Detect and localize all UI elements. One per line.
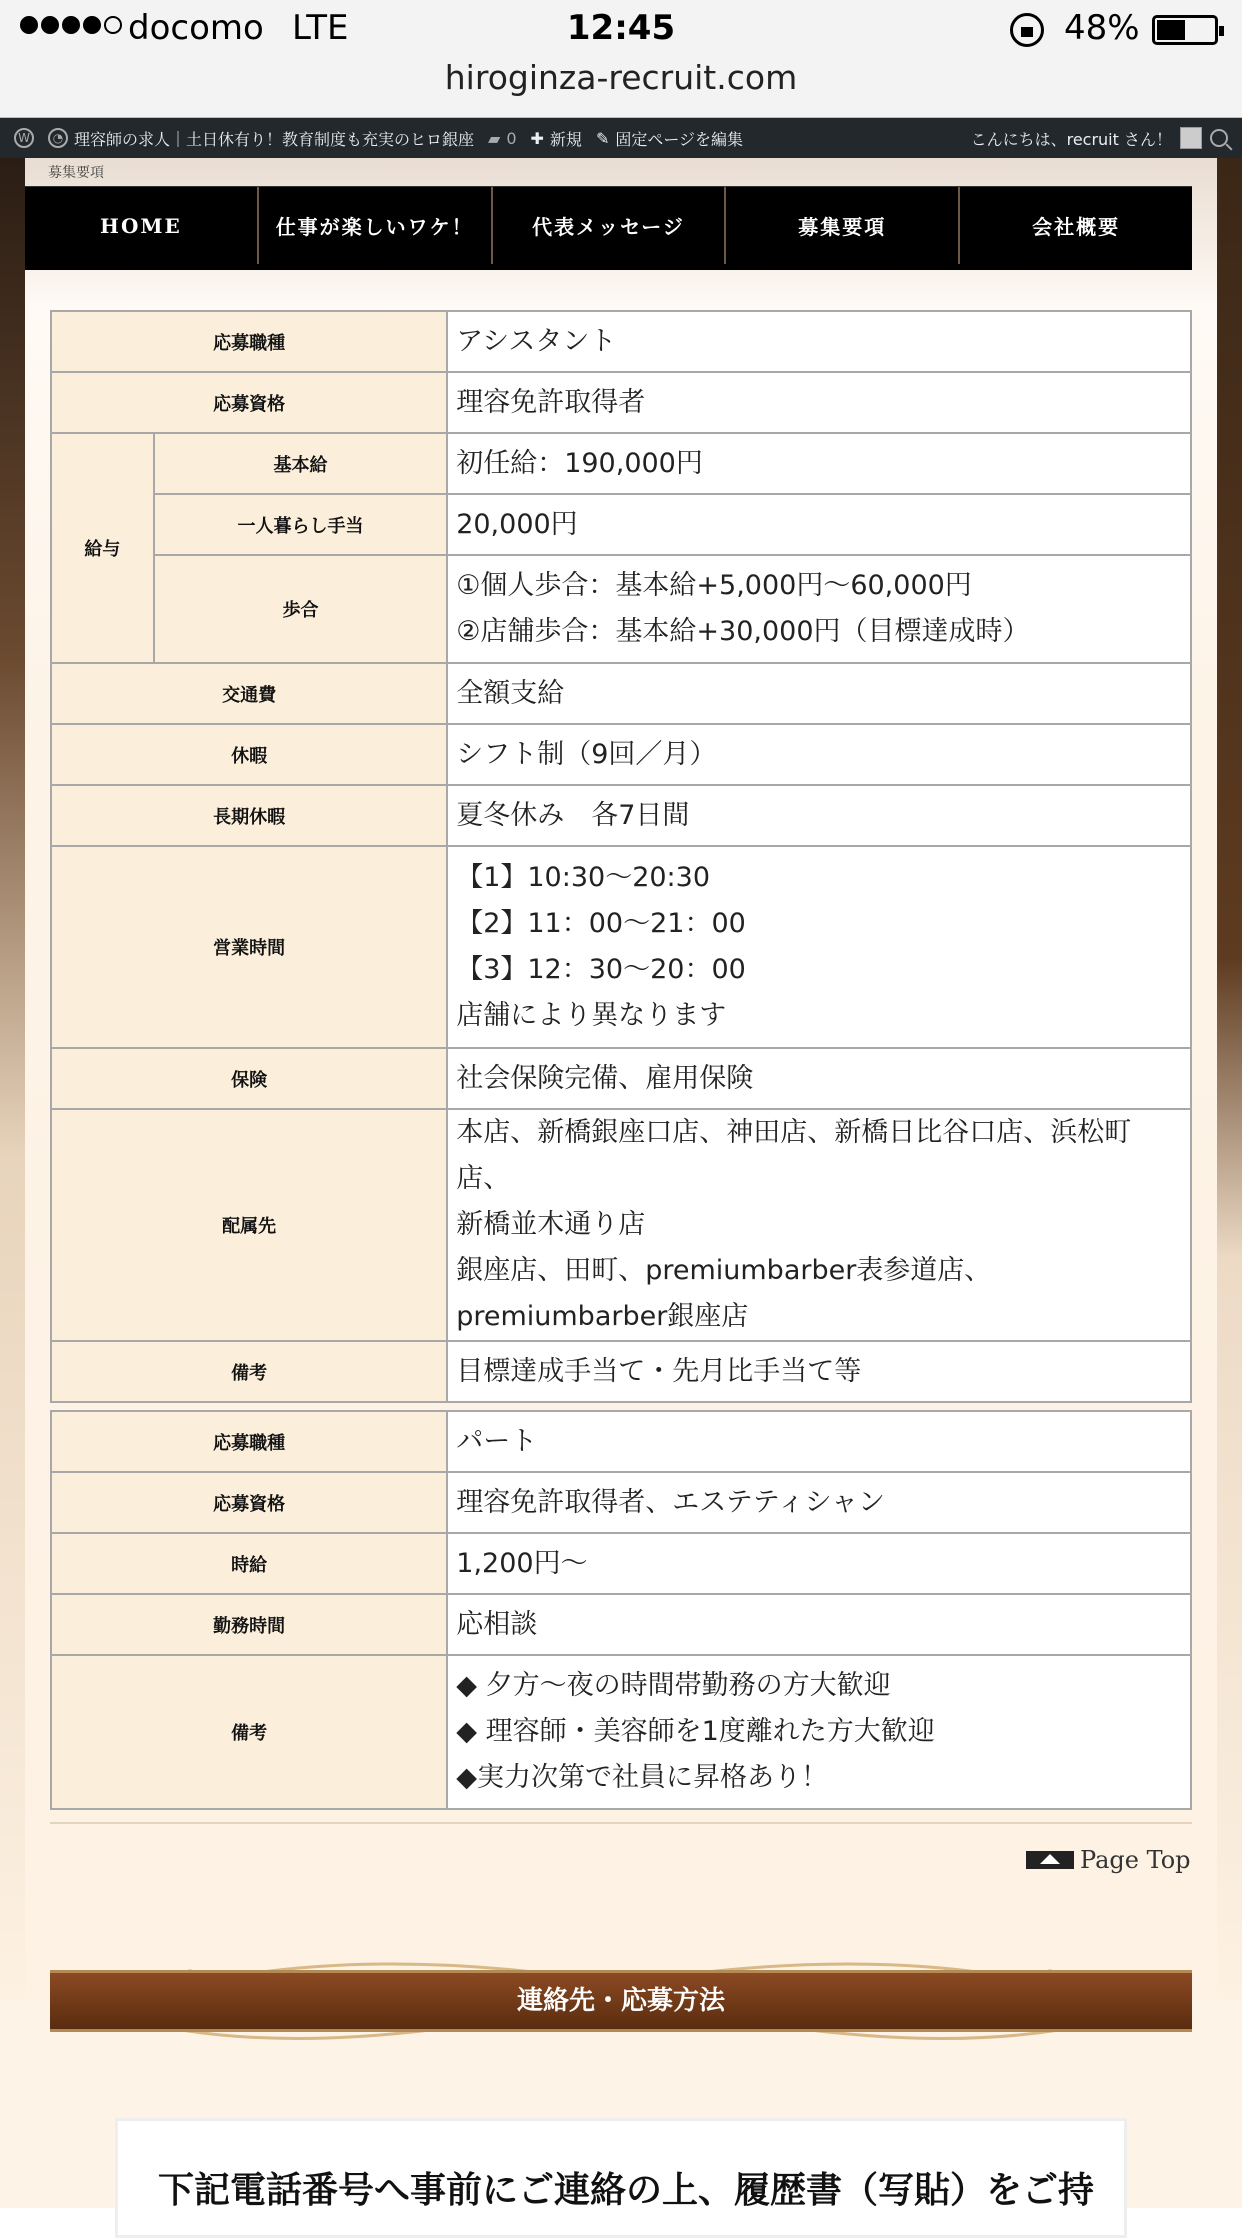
- plus-icon: ✚: [530, 128, 544, 148]
- admin-new-link[interactable]: ✚ 新規: [530, 128, 582, 149]
- row-value: [447, 1655, 1191, 1809]
- page-top-link[interactable]: [1026, 1846, 1191, 1874]
- global-nav: [25, 186, 1192, 264]
- section-heading-contact: 連絡先・応募方法: [50, 1970, 1192, 2032]
- value-line: 【1】10:30〜20:30: [456, 862, 711, 893]
- section-divider: [50, 1822, 1192, 1824]
- row-label: 勤務時間: [51, 1594, 447, 1655]
- table-row: [51, 846, 1191, 1048]
- row-label: 長期休暇: [51, 785, 447, 846]
- row-value: 初任給：190,000円: [447, 433, 1191, 494]
- admin-comments-link[interactable]: ▰ 0: [488, 128, 517, 148]
- row-label: 一人暮らし手当: [154, 494, 447, 555]
- table-row: [51, 724, 1191, 785]
- value-line: ◆ 夕方〜夜の時間帯勤務の方大歓迎: [456, 1670, 891, 1701]
- nav-underline: [25, 264, 1192, 270]
- table-row: [51, 1341, 1191, 1402]
- status-bar: [0, 0, 1242, 118]
- row-label: 応募資格: [51, 1472, 447, 1533]
- address-bar-url[interactable]: hiroginza-recruit.com: [444, 58, 798, 97]
- row-label: 休暇: [51, 724, 447, 785]
- row-label: 給与: [51, 433, 154, 663]
- row-label: 備考: [51, 1655, 447, 1809]
- table-row: [51, 1472, 1191, 1533]
- arrow-up-icon: [1026, 1851, 1074, 1869]
- value-line: ①個人歩合：基本給+5,000円〜60,000円: [456, 570, 972, 601]
- nav-home[interactable]: HOME: [25, 187, 259, 264]
- avatar[interactable]: [1180, 127, 1202, 149]
- value-line: ②店舗歩合：基本給+30,000円（目標達成時）: [456, 616, 1030, 647]
- admin-greeting[interactable]: こんにちは、recruit さん！: [970, 129, 1172, 149]
- row-value: シフト制（9回／月）: [447, 724, 1191, 785]
- value-line: 本店、新橋銀座口店、神田店、新橋日比谷口店、浜松町店、: [456, 1117, 1132, 1194]
- nav-message[interactable]: 代表メッセージ: [493, 187, 727, 264]
- value-line: 【2】11：00〜21：00: [456, 908, 746, 939]
- nav-company[interactable]: 会社概要: [1032, 215, 1121, 239]
- table-row: [51, 1594, 1191, 1655]
- admin-edit-link[interactable]: ✎ 固定ページを編集: [595, 128, 744, 149]
- value-line: 新橋並木通り店: [456, 1209, 646, 1240]
- row-label: 応募職種: [51, 311, 447, 372]
- row-value: 社会保険完備、雇用保険: [447, 1048, 1191, 1109]
- value-line: 銀座店、田町、premiumbarber表参道店、: [456, 1255, 992, 1286]
- dashboard-icon: ◔: [48, 128, 68, 148]
- table-row: [51, 433, 1191, 494]
- table-row: [51, 1048, 1191, 1109]
- row-value: 理容免許取得者: [447, 372, 1191, 433]
- battery-icon: [1152, 15, 1218, 45]
- table-row: [51, 663, 1191, 724]
- row-label: 応募職種: [51, 1411, 447, 1472]
- table-row: [51, 1655, 1191, 1809]
- clock: 12:45: [566, 8, 676, 48]
- wordpress-logo-icon[interactable]: W: [14, 128, 34, 148]
- value-line: ◆ 理容師・美容師を1度離れた方大歓迎: [456, 1716, 935, 1747]
- search-icon[interactable]: [1210, 129, 1228, 147]
- network-type: LTE: [292, 8, 349, 48]
- nav-why-fun[interactable]: 仕事が楽しいワケ！: [259, 187, 493, 264]
- value-line: 【3】12：30〜20：00: [456, 954, 746, 985]
- value-line: 店舗により異なります: [456, 1000, 727, 1031]
- row-label: 応募資格: [51, 372, 447, 433]
- row-value: 20,000円: [447, 494, 1191, 555]
- table-row: [51, 1533, 1191, 1594]
- pencil-icon: ✎: [595, 128, 610, 148]
- table-row: [51, 785, 1191, 846]
- row-value: [447, 846, 1191, 1048]
- carrier-name: docomo: [128, 8, 264, 48]
- row-label: 歩合: [154, 555, 447, 663]
- assistant-job-table: [50, 310, 1192, 1403]
- row-label: 交通費: [51, 663, 447, 724]
- nav-recruitment[interactable]: 募集要項: [726, 187, 960, 264]
- row-value: パート: [447, 1411, 1191, 1472]
- row-value: [447, 555, 1191, 663]
- row-label: 営業時間: [51, 846, 447, 1048]
- battery-percent: 48%: [1064, 8, 1140, 48]
- value-line: ◆実力次第で社員に昇格あり！: [456, 1762, 829, 1793]
- row-value: 理容免許取得者、エステティシャン: [447, 1472, 1191, 1533]
- table-row: [51, 494, 1191, 555]
- row-value: 1,200円〜: [447, 1533, 1191, 1594]
- rotation-lock-icon: [1010, 13, 1044, 47]
- part-time-job-table: [50, 1410, 1192, 1810]
- row-label: 保険: [51, 1048, 447, 1109]
- breadcrumb: 募集要項: [48, 165, 104, 181]
- table-row: [51, 1109, 1191, 1341]
- row-label: 基本給: [154, 433, 447, 494]
- row-value: 全額支給: [447, 663, 1191, 724]
- contact-instructions: 下記電話番号へ事前にご連絡の上、履歴書（写貼）をご持: [158, 2170, 1095, 2211]
- page-top-label: Page Top: [1080, 1846, 1191, 1874]
- row-value: 目標達成手当て・先月比手当て等: [447, 1341, 1191, 1402]
- comment-icon: ▰: [488, 128, 501, 148]
- admin-site-link[interactable]: ◔ 理容師の求人｜土日休有り！教育制度も充実のヒロ銀座: [48, 127, 474, 150]
- table-row: [51, 372, 1191, 433]
- table-row: [51, 555, 1191, 663]
- left-background-photo: [0, 158, 25, 2000]
- row-label: 配属先: [51, 1109, 447, 1341]
- value-line: premiumbarber銀座店: [456, 1301, 749, 1332]
- row-value: 応相談: [447, 1594, 1191, 1655]
- row-label: 備考: [51, 1341, 447, 1402]
- table-row: [51, 311, 1191, 372]
- row-value: アシスタント: [447, 311, 1191, 372]
- table-row: [51, 1411, 1191, 1472]
- row-value: [447, 1109, 1191, 1341]
- row-label: 時給: [51, 1533, 447, 1594]
- admin-bar: [0, 118, 1242, 158]
- row-value: 夏冬休み 各7日間: [447, 785, 1191, 846]
- right-background-photo: [1217, 158, 1242, 2000]
